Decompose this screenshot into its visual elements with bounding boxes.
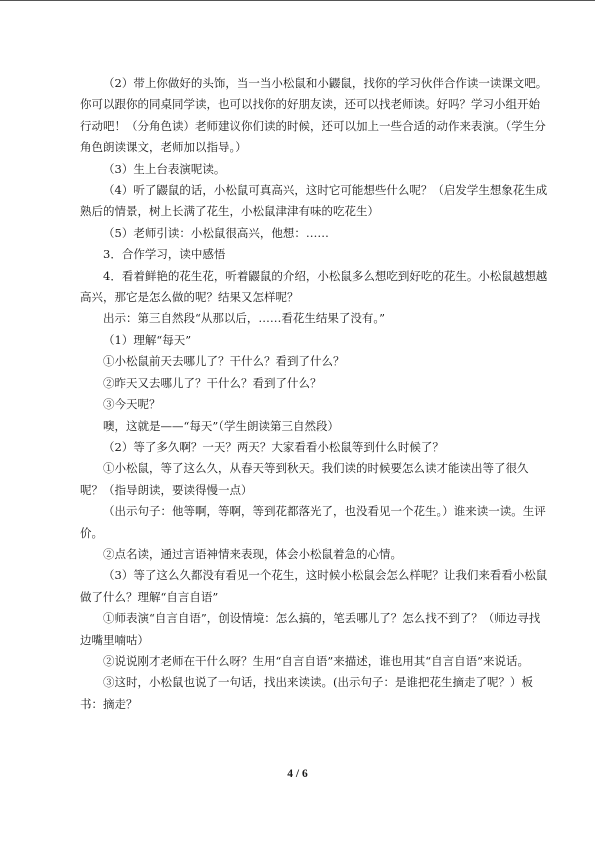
paragraph: （4）听了鼹鼠的话，小松鼠可真高兴，这时它可能想些什么呢？（启发学生想象花生成熟后的情景，树上长满了花生，小松鼠津津有味的吃花生） bbox=[80, 183, 548, 219]
paragraph: （3）等了这么久都没有看见一个花生，这时候小松鼠会怎么样呢？让我们来看看小松鼠做了什么？理解“自言自语” bbox=[80, 568, 548, 604]
paragraph: ②说说刚才老师在干什么呀？生用“自言自语”来描述，谁也用其“自言自语”来说话。 bbox=[103, 653, 530, 668]
paragraph: （出示句子：他等啊，等啊，等到花都落光了，也没看见一个花生。）谁来读一读。生评价。 bbox=[80, 504, 546, 540]
page-number: 4 / 6 bbox=[287, 768, 308, 780]
top-border-line bbox=[0, 0, 595, 1]
paragraph: ①师表演“自言自语”，创设情境：怎么搞的，笔丢哪儿了？怎么找不到了？（师边寻找边嘴里喃咕） bbox=[80, 611, 541, 647]
paragraph: ③这时，小松鼠也说了一句话，找出来读读。(出示句子：是谁把花生摘走了呢？）板书：摘走？ bbox=[80, 675, 533, 711]
paragraph: ①小松鼠前天去哪儿了？干什么？看到了什么？ bbox=[103, 354, 345, 369]
paragraph: ①小松鼠，等了这么久，从春天等到秋天。我们读的时候要怎么读才能读出等了很久呢？（指导朗读，要读得慢一点） bbox=[80, 461, 529, 497]
paragraph: （1）理解“每天” bbox=[103, 332, 192, 347]
paragraph: ③今天呢？ bbox=[103, 397, 161, 412]
paragraph: （3）生上台表演呢读。 bbox=[103, 161, 226, 176]
paragraph: 出示：第三自然段“从那以后，……看花生结果了没有。” bbox=[103, 311, 386, 326]
paragraph: （5）老师引读：小松鼠很高兴，他想：…… bbox=[103, 225, 329, 240]
section-heading: 3．合作学习，读中感悟 bbox=[103, 247, 226, 262]
paragraph: 4．看着鲜艳的花生花，听着鼹鼠的介绍，小松鼠多么想吃到好吃的花生。小松鼠越想越高兴，那它是怎么做的呢？结果又怎样呢？ bbox=[80, 268, 548, 305]
document-body bbox=[80, 73, 550, 715]
paragraph: 噢，这就是——“每天”（学生朗读第三自然段） bbox=[103, 418, 340, 433]
paragraph: （2）等了多久啊？一天？两天？大家看看小松鼠等到什么时候了？ bbox=[103, 439, 444, 454]
paragraph: ②昨天又去哪儿了？干什么？看到了什么？ bbox=[103, 375, 322, 390]
paragraph: （2）带上你做好的头饰，当一当小松鼠和小鼹鼠，找你的学习伙伴合作读一读课文吧。你可以跟你的同桌同学读，也可以找你的好朋友读，还可以找老师读。好吗？学习小组开始行动吧！（分角色读）老师建议你们读的时候，还可以加上一些合适的动作来表演。（学生分角色朗读课文，老师加以指导。） bbox=[80, 76, 548, 155]
paragraph: ②点名读，通过言语神情来表现，体会小松鼠着急的心情。 bbox=[103, 546, 402, 561]
